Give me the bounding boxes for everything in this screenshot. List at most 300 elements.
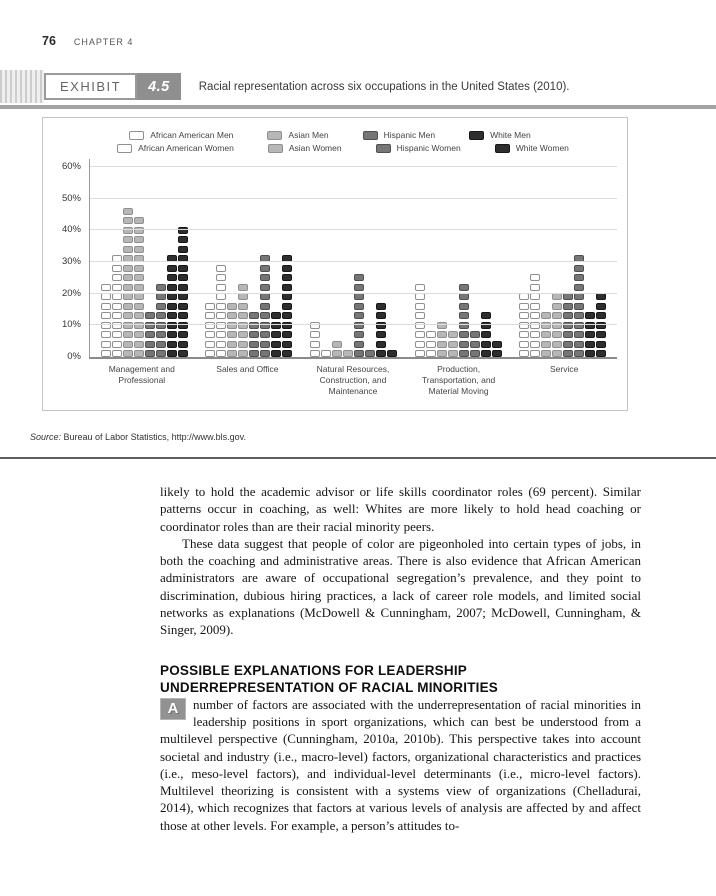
bar-segment [282,293,292,300]
bar-segment [178,350,188,357]
bar-asian-women [343,348,353,358]
bar-segment [354,331,364,338]
chapter-label: CHAPTER 4 [73,37,134,47]
bar-segment [470,350,480,357]
x-axis [89,364,617,402]
bar-segment [481,331,491,338]
bar-segment [227,341,237,348]
bar-segment [271,341,281,348]
bar-segment [415,284,425,291]
gridline [90,324,617,325]
legend-swatch [268,144,283,153]
gridline [90,293,617,294]
bar-segment [178,293,188,300]
paragraph-1: likely to hold the academic advisor or life skills coordinator roles (69 percent). Similar patterns occur in coaching, as well: Whites are more likely to hold head coaching or coordinator roles than are their racial minority peers. [160,484,641,534]
bar-segment [596,303,606,310]
x-axis-label: Service [550,364,579,374]
bar-segment [123,208,133,215]
bar-segment [354,341,364,348]
bar-segment [167,303,177,310]
bar-group [310,272,397,358]
bar-white-women [282,253,292,358]
bar-segment [343,350,353,357]
bar-segment [519,312,529,319]
chart-legend [43,130,617,153]
bar-segment [123,303,133,310]
bar-hispanic-women [574,253,584,358]
bar-segment [552,293,562,300]
bar-segment [437,350,447,357]
bar-segment [178,303,188,310]
bar-segment [596,350,606,357]
bar-segment [123,284,133,291]
bar-segment [310,341,320,348]
bar-white-men [376,300,386,357]
y-axis [43,159,89,362]
x-axis-label: Production, Transportation, and Material Moving [421,364,496,397]
body-text-column [160,483,641,834]
bar-segment [134,274,144,281]
bar-segment [134,293,144,300]
exhibit-banner [0,70,716,103]
bar-segment [354,303,364,310]
bar-segment [519,350,529,357]
bar-segment [205,303,215,310]
bar-segment [134,217,144,224]
legend-item [129,130,233,140]
banner-stripe-decoration [0,70,44,103]
bar-segment [112,293,122,300]
bar-segment [227,303,237,310]
bar-segment [519,303,529,310]
bar-segment [574,303,584,310]
bar-segment [271,350,281,357]
bar-segment [448,331,458,338]
legend-label: Asian Women [288,143,342,153]
bar-segment [481,341,491,348]
bar-segment [238,331,248,338]
bar-segment [156,293,166,300]
bar-segment [156,341,166,348]
chart-panel [42,117,628,411]
bar-segment [216,274,226,281]
bar-segment [459,350,469,357]
bar-segment [541,341,551,348]
bar-white-men [481,310,491,358]
bar-segment [530,303,540,310]
bar-segment [437,341,447,348]
bar-segment [574,312,584,319]
legend-swatch [469,131,484,140]
bar-segment [459,293,469,300]
bar-hispanic-men [354,272,364,358]
bar-segment [112,331,122,338]
bar-segment [178,331,188,338]
bar-segment [178,284,188,291]
bar-segment [249,331,259,338]
page-number: 76 [42,34,56,48]
bar-segment [481,312,491,319]
bar-segment [354,284,364,291]
bar-segment [574,284,584,291]
bar-segment [530,350,540,357]
bar-segment [167,265,177,272]
bar-segment [112,341,122,348]
paragraph-3 [160,696,641,834]
bar-segment [216,265,226,272]
bar-segment [249,312,259,319]
bar-segment [134,246,144,253]
bar-segment [596,293,606,300]
bar-white-men [271,310,281,358]
bar-segment [282,341,292,348]
bar-segment [123,350,133,357]
bar-segment [596,341,606,348]
bar-segment [332,341,342,348]
bar-segment [112,303,122,310]
legend-item [268,143,342,153]
bar-segment [178,274,188,281]
paragraph-2: These data suggest that people of color are pigeonholed into certain types of jobs, in both the coaching and administrative areas. There is also evidence that African American administrators are aware of occupational segregation’s prevalence, and they point to discrimination, dubious hiring practices, a lack of career role models, and limited social networks as explanations (McDowell & Cunningham, 2007; McDowell, Cunningham, & Singer, 2009). [160,535,641,638]
bar-segment [101,293,111,300]
legend-item [363,130,436,140]
bar-segment [426,331,436,338]
chart-plot [43,159,617,402]
bar-white-women [387,348,397,358]
bar-group [101,205,188,357]
bar-segment [271,312,281,319]
bar-segment [574,341,584,348]
bar-hispanic-men [145,310,155,358]
bar-segment [530,293,540,300]
gridline [90,166,617,167]
bar-segment [519,293,529,300]
bar-segment [134,331,144,338]
bar-segment [260,303,270,310]
y-tick-label: 40% [61,224,81,236]
bar-segment [249,350,259,357]
bar-segment [101,350,111,357]
bar-segment [459,303,469,310]
bar-segment [563,341,573,348]
legend-item [376,143,461,153]
bar-asian-men [332,338,342,357]
bar-segment [216,303,226,310]
bar-segment [216,350,226,357]
bar-segment [112,284,122,291]
bar-segment [585,312,595,319]
bar-segment [178,246,188,253]
legend-item [495,143,569,153]
bar-african-american-women [112,253,122,358]
chart-source [30,432,716,442]
bar-segment [156,350,166,357]
bar-segment [585,350,595,357]
bar-segment [123,246,133,253]
y-tick-label: 50% [61,192,81,204]
plot-area [89,159,617,359]
bar-segment [260,331,270,338]
bar-segment [112,350,122,357]
bar-segment [167,312,177,319]
bar-segment [156,284,166,291]
bar-segment [563,293,573,300]
banner-rule [0,105,716,109]
bar-segment [205,341,215,348]
bar-hispanic-women [260,253,270,358]
legend-swatch [495,144,510,153]
source-text: Bureau of Labor Statistics, http://www.bls.gov. [61,432,246,442]
legend-swatch [267,131,282,140]
bar-segment [415,303,425,310]
bar-segment [282,303,292,310]
bar-segment [426,350,436,357]
bar-segment [178,341,188,348]
legend-label: Hispanic Women [396,143,461,153]
bar-segment [530,284,540,291]
bar-segment [459,284,469,291]
exhibit-number: 4.5 [137,73,181,100]
bar-segment [574,293,584,300]
bar-segment [470,331,480,338]
bar-segment [145,312,155,319]
bar-segment [387,350,397,357]
bar-segment [426,341,436,348]
legend-row-women [69,143,617,153]
bar-segment [260,350,270,357]
bar-segment [238,293,248,300]
bar-segment [448,341,458,348]
bar-segment [541,350,551,357]
bar-segment [134,303,144,310]
section-heading-line-2: UNDERREPRESENTATION OF RACIAL MINORITIES [160,679,499,695]
bar-hispanic-women [365,348,375,358]
bar-segment [238,350,248,357]
bar-segment [596,331,606,338]
bar-segment [563,312,573,319]
bar-segment [134,265,144,272]
bar-segment [437,331,447,338]
bar-segment [167,284,177,291]
bar-segment [123,265,133,272]
bar-segment [376,303,386,310]
bar-asian-women [448,329,458,358]
bar-segment [178,312,188,319]
bar-segment [574,331,584,338]
bar-segment [156,331,166,338]
gridline [90,261,617,262]
bar-segment [123,217,133,224]
section-heading [160,662,641,696]
bar-segment [332,350,342,357]
legend-label: Asian Men [288,130,329,140]
bar-white-women [178,224,188,357]
bar-segment [112,312,122,319]
legend-label: African American Men [150,130,234,140]
bar-segment [492,341,502,348]
bar-segment [216,331,226,338]
bar-segment [415,312,425,319]
bar-segment [541,312,551,319]
bar-segment [519,341,529,348]
gridline [90,229,617,230]
bar-segment [101,312,111,319]
bar-segment [552,303,562,310]
bar-segment [178,236,188,243]
bar-segment [238,303,248,310]
bar-segment [552,341,562,348]
bar-segment [310,350,320,357]
bar-segment [167,341,177,348]
exhibit-label-box [44,73,137,100]
bar-segment [481,350,491,357]
legend-item [117,143,234,153]
bar-segment [134,312,144,319]
legend-label: White Men [490,130,531,140]
bar-segment [552,312,562,319]
legend-swatch [129,131,144,140]
bar-segment [321,350,331,357]
bar-african-american-men [205,300,215,357]
bar-segment [365,350,375,357]
bar-segment [563,331,573,338]
bar-hispanic-men [249,310,259,358]
bar-segment [227,331,237,338]
bar-segment [167,331,177,338]
bar-segment [216,284,226,291]
bar-segment [596,312,606,319]
bar-group [519,253,606,358]
bar-segment [145,350,155,357]
bar-segment [145,341,155,348]
bar-segment [415,341,425,348]
bar-segment [530,331,540,338]
bar-segment [238,312,248,319]
drop-cap: A [160,698,186,720]
section-heading-line-1: POSSIBLE EXPLANATIONS FOR LEADERSHIP [160,662,467,678]
exhibit-title: Racial representation across six occupations in the United States (2010). [198,80,570,93]
bar-white-men [167,253,177,358]
x-axis-label: Natural Resources, Construction, and Maintenance [316,364,390,397]
bar-segment [249,341,259,348]
bar-segment [354,293,364,300]
bar-segment [376,312,386,319]
legend-swatch [376,144,391,153]
bar-segment [260,341,270,348]
bar-segment [260,274,270,281]
exhibit-label: EXHIBIT [60,79,122,94]
source-prefix: Source: [30,432,62,442]
bar-asian-men [123,205,133,357]
y-tick-label: 0% [67,351,81,362]
bar-segment [354,312,364,319]
bar-segment [101,284,111,291]
bar-segment [354,274,364,281]
bar-segment [134,236,144,243]
bar-segment [541,331,551,338]
bar-segment [574,265,584,272]
y-tick-label: 30% [61,256,81,267]
bar-segment [134,284,144,291]
bar-segment [563,350,573,357]
running-head [0,0,716,50]
legend-label: White Women [515,143,569,153]
bar-segment [134,341,144,348]
bar-segment [563,303,573,310]
legend-label: African American Women [138,143,234,153]
bar-segment [415,331,425,338]
bar-segment [238,341,248,348]
bar-segment [178,265,188,272]
bar-white-men [585,310,595,358]
legend-label: Hispanic Men [383,130,436,140]
bar-asian-men [227,300,237,357]
bar-segment [260,265,270,272]
bar-african-american-women [216,262,226,357]
bar-segment [205,331,215,338]
x-axis-label: Sales and Office [216,364,279,374]
bar-segment [459,341,469,348]
bar-hispanic-women [470,329,480,358]
section-divider [0,457,716,459]
bar-segment [282,284,292,291]
bar-segment [574,350,584,357]
bar-segment [123,331,133,338]
bar-segment [271,331,281,338]
bar-african-american-women [426,329,436,358]
bar-segment [448,350,458,357]
bar-segment [123,312,133,319]
legend-swatch [117,144,132,153]
gridline [90,198,617,199]
bar-segment [123,274,133,281]
bar-segment [459,331,469,338]
bar-segment [238,284,248,291]
bar-segment [415,350,425,357]
bar-segment [227,350,237,357]
bar-segment [282,331,292,338]
bar-segment [205,312,215,319]
paragraph-3-text: number of factors are associated with the underrepresentation of racial minorities in leadership positions in sport organizations, which can best be understood from a multilevel perspective (Cunningham, 2010a, 2010b). This perspective takes into account societal and industry (i.e., macro-level) factors, organizational characteristics and practices (i.e., meso-level factors), and individual-level determinants (i.e., micro-level factors). Multilevel theorizing is consistent with a systems view of organizations (Chelladurai, 2014), which recognizes that factors at various levels of analysis are affected by and affect those at other levels. For example, a person’s attitudes to- [160,696,641,833]
x-axis-label: Management and Professional [108,364,175,386]
bar-group [205,253,292,358]
bar-segment [282,274,292,281]
bar-segment [156,303,166,310]
bar-segment [552,331,562,338]
bar-segment [216,293,226,300]
bar-segment [530,312,540,319]
bar-segment [519,331,529,338]
bar-segment [354,350,364,357]
bar-segment [167,293,177,300]
bar-segment [227,312,237,319]
bar-segment [145,331,155,338]
bar-asian-men [541,310,551,358]
bar-african-american-women [321,348,331,358]
bar-segment [585,331,595,338]
y-tick-label: 10% [61,319,81,331]
bar-segment [216,341,226,348]
bar-segment [530,274,540,281]
bar-segment [123,341,133,348]
bar-segment [123,293,133,300]
bar-segment [470,341,480,348]
bar-segment [376,350,386,357]
y-tick-label: 60% [61,161,81,172]
bar-segment [282,312,292,319]
bar-segment [156,312,166,319]
bar-asian-women [134,215,144,358]
